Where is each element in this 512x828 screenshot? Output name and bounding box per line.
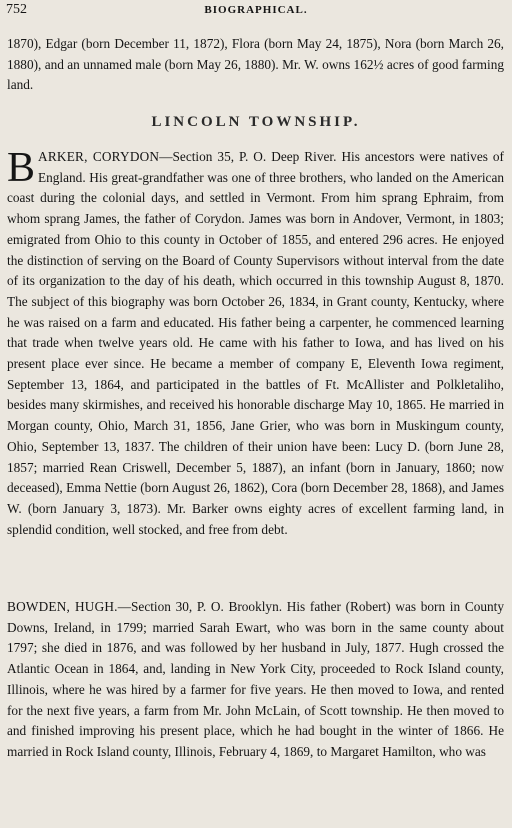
entry-body: —Section 30, P. O. Brooklyn. His father (Robert) was born in County Downs, Ireland, in 1799; married Sarah Ewart, who was born in the same county about 1797; she died in 1876, and was followed by her husband in July, 1877. Hugh crossed the Atlantic Ocean in 1864, and, landing in New York City, proceeded to Rock Island county, Illinois, where he was hired by a farmer for five years. He then moved to Iowa, and rented for the next five years, a farm from Mr. John McLain, of Scott township. He then moved to and finished improving his present place, which he had bought in the winter of 1866. He married in Rock Island county, Illinois, February 4, 1869, to Margaret Hamilton, who was	[7, 599, 504, 759]
biography-entry-bowden	[7, 597, 504, 763]
biography-entry-barker	[7, 147, 504, 540]
entry-name: BOWDEN, HUGH.	[7, 599, 118, 614]
continued-paragraph: 1870), Edgar (born December 11, 1872), Flora (born May 24, 1875), Nora (born March 26, 1880), and an unnamed male (born May 26, 1880). Mr. W. owns 162½ acres of good farming land.	[7, 36, 504, 93]
running-head: BIOGRAPHICAL.	[204, 4, 308, 16]
page-number: 752	[6, 2, 27, 17]
entry-body: —Section 35, P. O. Deep River. His ancestors were natives of England. His great-grandfather was one of three brothers, who landed on the American coast during the colonial days, and settled in Vermont. From him sprang Ephraim, from whom sprang James, the father of Corydon. James was born in Andover, Vermont, in 1803; emigrated from Ohio to this county in October of 1855, and entered 296 acres. He enjoyed the distinction of serving on the Board of County Supervisors without interval from the date of its organization to the day of his death, which occurred in this township August 8, 1870. The subject of this biography was born October 26, 1834, in Grant county, Kentucky, where he was raised on a farm and educated. His father being a carpenter, he commenced learning that trade when twelve years old. He came with his father to Iowa, and has lived on his present place ever since. He became a member of company E, Eleventh Iowa regiment, September 13, 1864, and participated in the battles of Ft. McAllister and Polkletaliho, besides many skirmishes, and received his honorable discharge May 10, 1865. He married in Morgan county, Ohio, March 31, 1856, Jane Grier, who was born in Muskingum county, Ohio, September 13, 1837. The children of their union have been: Lucy D. (born June 28, 1857; married Rean Criswell, December 5, 1887), an infant (born in January, 1860; now deceased), Emma Nettie (born August 26, 1862), Cora (born December 28, 1868), and James W. (born January 3, 1873). Mr. Barker owns eighty acres of excellent farming land, in splendid condition, well stocked, and free from debt.	[7, 149, 504, 537]
drop-cap: B	[7, 145, 36, 191]
section-heading: LINCOLN TOWNSHIP.	[151, 114, 361, 130]
entry-name: ARKER, CORYDON	[38, 149, 160, 164]
